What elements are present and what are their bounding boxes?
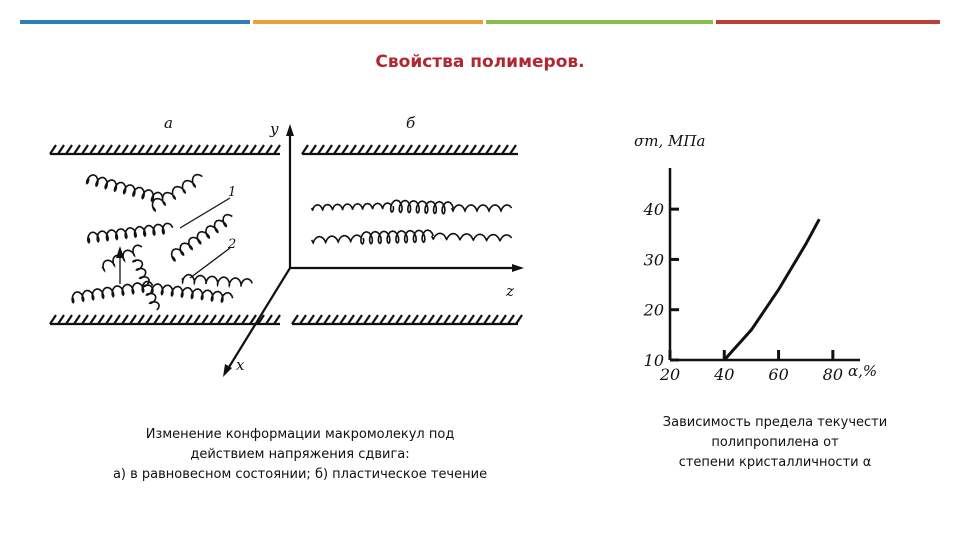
hatch-bottom-a <box>50 315 280 324</box>
leader-line-2 <box>190 248 230 278</box>
polymer-chain <box>87 175 163 201</box>
polymer-chain <box>151 284 232 302</box>
chart-series-line <box>724 219 819 360</box>
top-color-bar-segment <box>253 20 483 24</box>
right-caption-line-2: полипропилена от <box>711 435 839 450</box>
top-color-bar-segment <box>716 20 940 24</box>
polymer-chains <box>72 175 511 310</box>
top-color-bar-segment <box>486 20 713 24</box>
conformation-diagram <box>30 108 528 392</box>
polymer-chain <box>72 281 153 302</box>
chart-y-tick-label: 10 <box>643 351 664 370</box>
chart-y-label: σт, МПа <box>634 132 706 150</box>
chart-x-tick-label: 60 <box>768 365 789 384</box>
hatch-top-b <box>302 145 516 154</box>
chart-y-tick-label: 30 <box>643 250 664 270</box>
top-color-bar-segment <box>20 20 250 24</box>
right-caption-line-3: степени кристалличности α <box>678 455 872 470</box>
axis-x-label: x <box>236 356 245 374</box>
chart-y-tick-label: 20 <box>643 300 664 320</box>
polymer-chain <box>391 200 454 214</box>
axis-z-label: z <box>506 282 514 300</box>
chart-x-tick-label: 40 <box>714 365 735 384</box>
chart-x-tick-label: 80 <box>822 365 844 384</box>
axis-y-label: y <box>270 120 279 138</box>
conformation-svg <box>30 108 528 392</box>
shear-arrow-head <box>116 246 124 258</box>
polymer-chain <box>312 235 362 243</box>
polymer-chain <box>432 233 512 240</box>
hatch-top-a <box>50 145 280 154</box>
hatch-bottom-b <box>292 315 522 324</box>
polymer-chain <box>452 205 512 211</box>
chain-label-1: 1 <box>228 185 237 200</box>
left-caption-line-2: действием напряжения сдвига: <box>190 447 410 462</box>
chart-svg <box>626 124 906 386</box>
panel-a-label: а <box>164 114 173 132</box>
page-title: Свойства полимеров. <box>375 52 585 72</box>
polymer-chain <box>88 223 173 242</box>
chart-y-tick-label: 40 <box>643 200 664 220</box>
right-caption <box>630 413 920 473</box>
chart-x-label: α,% <box>848 362 878 380</box>
right-caption-line-1: Зависимость предела текучести <box>662 415 888 430</box>
polymer-chain <box>312 203 392 211</box>
axis-z-arrow <box>512 264 524 272</box>
left-caption-line-1: Изменение конформации макромолекул под <box>145 427 455 442</box>
polymer-chain <box>361 230 433 244</box>
left-caption <box>60 425 540 485</box>
yield-strength-chart <box>626 124 906 386</box>
leader-line-1 <box>180 198 230 228</box>
chain-label-2: 2 <box>228 237 237 252</box>
panel-b-label: б <box>406 114 416 132</box>
axis-y-arrow <box>286 124 294 136</box>
left-caption-line-3: а) в равновесном состоянии; б) пластическое течение <box>112 467 488 482</box>
chart-x-tick-label: 20 <box>659 365 681 384</box>
